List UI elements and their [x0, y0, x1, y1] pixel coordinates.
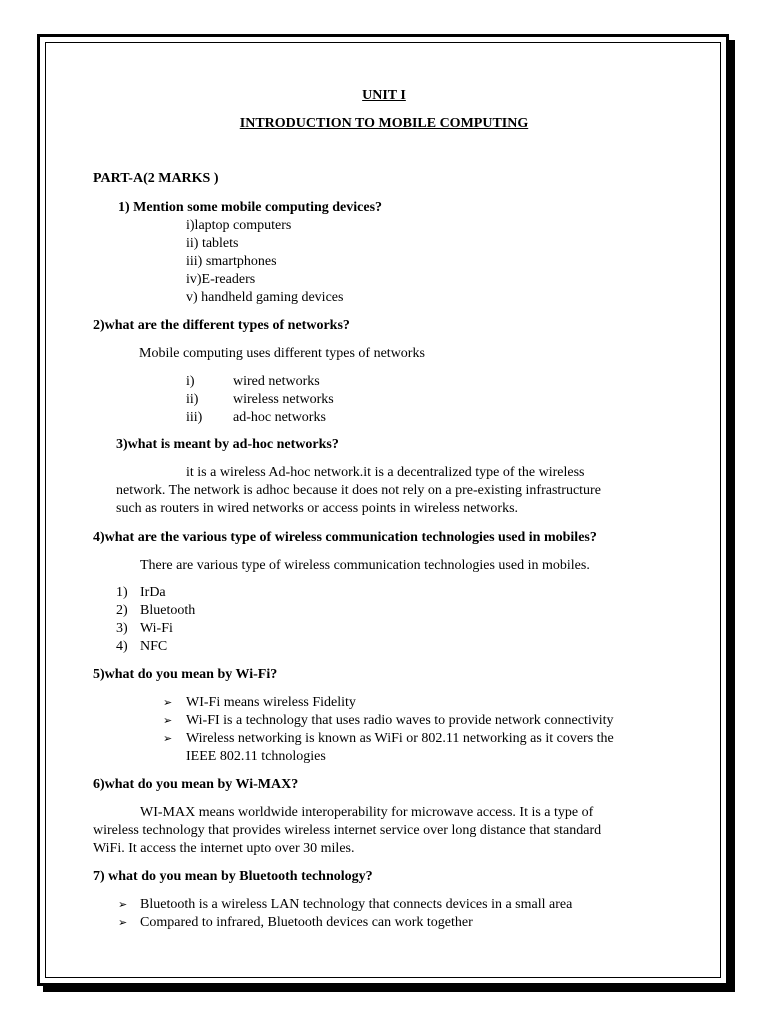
q4-item-text: Bluetooth: [140, 603, 196, 618]
q1-answer: iv)E-readers: [186, 272, 256, 287]
question-5: 5)what do you mean by Wi-Fi?: [93, 667, 278, 682]
q4-item-text: NFC: [140, 639, 168, 654]
q2-item-text: wireless networks: [233, 392, 334, 407]
q4-item-num: 1): [116, 585, 128, 600]
main-title: INTRODUCTION TO MOBILE COMPUTING: [239, 116, 529, 131]
q1-answer: iii) smartphones: [186, 254, 277, 269]
q7-bullet: Bluetooth is a wireless LAN technology that connects devices in a small area: [140, 897, 573, 912]
q4-item-text: Wi-Fi: [140, 621, 173, 636]
q5-bullet: Wireless networking is known as WiFi or 802.11 networking as it covers the: [186, 731, 614, 746]
arrow-bullet-icon: ➢: [163, 714, 173, 727]
q5-bullet: Wi-FI is a technology that uses radio waves to provide network connectivity: [186, 713, 614, 728]
q2-intro: Mobile computing uses different types of networks: [139, 346, 425, 361]
page-border-shadow-bottom: [43, 986, 735, 992]
question-4: 4)what are the various type of wireless communication technologies used in mobiles?: [93, 530, 597, 545]
arrow-bullet-icon: ➢: [118, 916, 128, 929]
unit-title: UNIT I: [362, 88, 406, 103]
q6-line: WiFi. It access the internet upto over 30 miles.: [93, 841, 355, 856]
q4-item-num: 4): [116, 639, 128, 654]
q1-answer: ii) tablets: [186, 236, 239, 251]
q4-intro: There are various type of wireless communication technologies used in mobiles.: [140, 558, 590, 573]
question-1: 1) Mention some mobile computing devices?: [118, 200, 383, 215]
question-6: 6)what do you mean by Wi-MAX?: [93, 777, 299, 792]
q1-answer: i)laptop computers: [186, 218, 292, 233]
q5-bullet: WI-Fi means wireless Fidelity: [186, 695, 356, 710]
q2-item-num: iii): [186, 410, 203, 425]
question-7: 7) what do you mean by Bluetooth technology?: [93, 869, 373, 884]
arrow-bullet-icon: ➢: [163, 696, 173, 709]
q4-item-text: IrDa: [140, 585, 166, 600]
q6-line: wireless technology that provides wireless internet service over long distance that standard: [93, 823, 602, 838]
arrow-bullet-icon: ➢: [118, 898, 128, 911]
q7-bullet: Compared to infrared, Bluetooth devices can work together: [140, 915, 473, 930]
q2-item-num: ii): [186, 392, 199, 407]
q2-item-text: ad-hoc networks: [233, 410, 326, 425]
q4-item-num: 3): [116, 621, 128, 636]
q4-item-num: 2): [116, 603, 128, 618]
part-heading: PART-A(2 MARKS ): [93, 171, 219, 186]
q5-bullet-continuation: IEEE 802.11 tchnologies: [186, 749, 326, 764]
q6-line: WI-MAX means worldwide interoperability for microwave access. It is a type of: [140, 805, 594, 820]
question-3: 3)what is meant by ad-hoc networks?: [116, 437, 339, 452]
q3-line: it is a wireless Ad-hoc network.it is a decentralized type of the wireless: [186, 465, 585, 480]
q1-answer: v) handheld gaming devices: [186, 290, 344, 305]
q2-item-text: wired networks: [233, 374, 320, 389]
question-2: 2)what are the different types of networks?: [93, 318, 350, 333]
q3-line: network. The network is adhoc because it does not rely on a pre-existing infrastructure: [116, 483, 601, 498]
q2-item-num: i): [186, 374, 195, 389]
page-border-shadow-right: [729, 40, 735, 992]
arrow-bullet-icon: ➢: [163, 732, 173, 745]
q3-line: such as routers in wired networks or access points in wireless networks.: [116, 501, 519, 516]
